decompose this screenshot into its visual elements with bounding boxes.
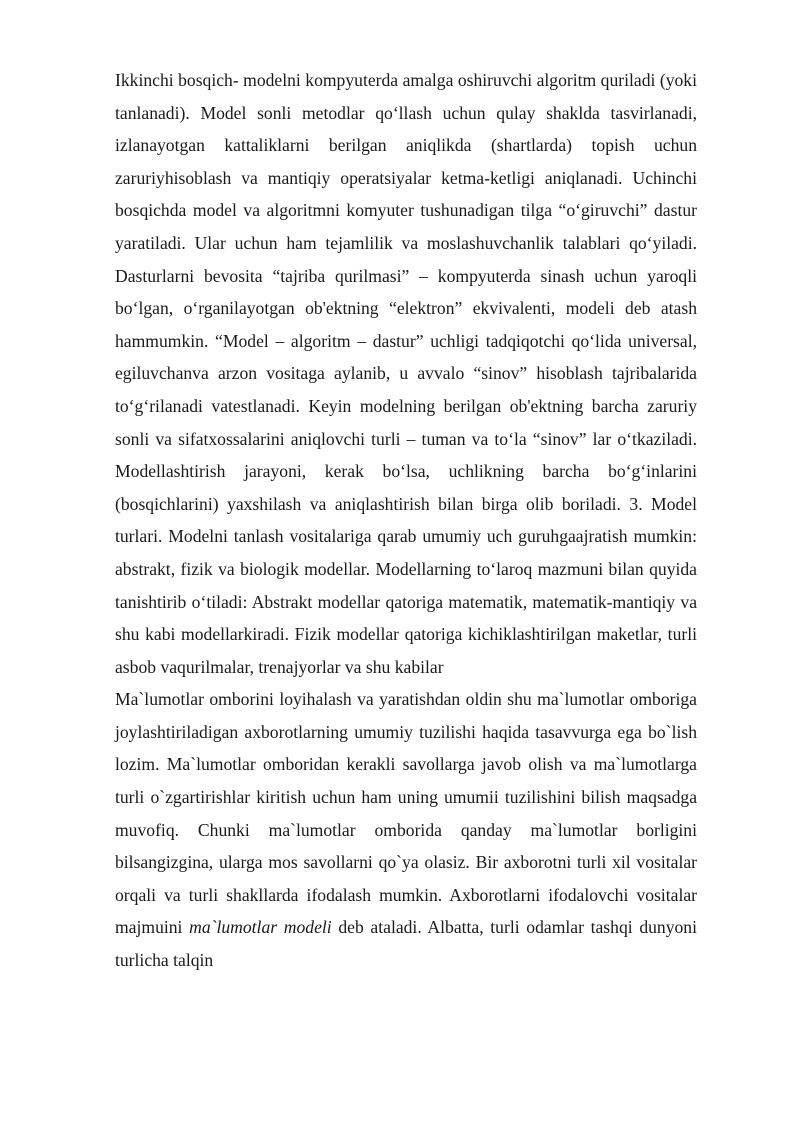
paragraph-data-model bbox=[115, 683, 697, 976]
paragraph-data-model-text-start: Ma`lumotlar omborini loyihalash va yaratishdan oldin shu ma`lumotlar omboriga joylashtiriladigan axborotlarning umumiy tuzilishi haqida tasavvurga ega bo`lish lozim. Ma`lumotlar omboridan kerakli savollarga javob olish va ma`lumotlarga turli o`zgartirishlar kiritish uchun ham uning umumii tuzilishini bilish maqsadga muvofiq. Chunki ma`lumotlar omborida qanday ma`lumotlar borligini bilsangizgina, ularga mos savollarni qo`ya olasiz. Bir axborotni turli xil vositalar orqali va turli shakllarda ifodalash mumkin. Axborotlarni ifodalovchi vositalar majmuini bbox=[115, 689, 697, 938]
paragraph-modelling-stages: Ikkinchi bosqich- modelni kompyuterda amalga oshiruvchi algoritm quriladi (yoki tanlanadi). Model sonli metodlar qo‘llash uchun qulay shaklda tasvirlanadi, izlanayotgan kattaliklarni berilgan aniqlikda (shartlarda) topish uchun zaruriyhisoblash va mantiqiy operatsiyalar ketma-ketligi aniqlanadi. Uchinchi bosqichda model va algoritmni komyuter tushunadigan tilga “o‘giruvchi” dastur yaratiladi. Ular uchun ham tejamlilik va moslashuvchanlik talablari qo‘yiladi. Dasturlarni bevosita “tajriba qurilmasi” – kompyuterda sinash uchun yaroqli bo‘lgan, o‘rganilayotgan ob'ektning “elektron” ekvivalenti, modeli deb atash hammumkin. “Model – algoritm – dastur” uchligi tadqiqotchi qo‘lida universal, egiluvchanva arzon vositaga aylanib, u avvalo “sinov” hisoblash tajribalarida to‘g‘rilanadi vatestlanadi. Keyin modelning berilgan ob'ektning barcha zaruriy sonli va sifatxossalarini aniqlovchi turli – tuman va to‘la “sinov” lar o‘tkaziladi. Modellashtirish jarayoni, kerak bo‘lsa, uchlikning barcha bo‘g‘inlarini (bosqichlarini) yaxshilash va aniqlashtirish bilan birga olib boriladi. 3. Model turlari. Modelni tanlash vositalariga qarab umumiy uch guruhgaajratish mumkin: abstrakt, fizik va biologik modellar. Modellarning to‘laroq mazmuni bilan quyida tanishtirib o‘tiladi: Abstrakt modellar qatoriga matematik, matematik-mantiqiy va shu kabi modellarkiradi. Fizik modellar qatoriga kichiklashtirilgan maketlar, turli asbob vaqurilmalar, trenajyorlar va shu kabilar bbox=[115, 70, 697, 677]
paragraph-data-model-text-end: deb ataladi. Albatta, turli odamlar tashqi dunyoni turlicha talqin bbox=[115, 917, 697, 971]
document-page bbox=[115, 64, 697, 977]
italic-term-data-model: ma`lumotlar modeli bbox=[189, 917, 332, 938]
